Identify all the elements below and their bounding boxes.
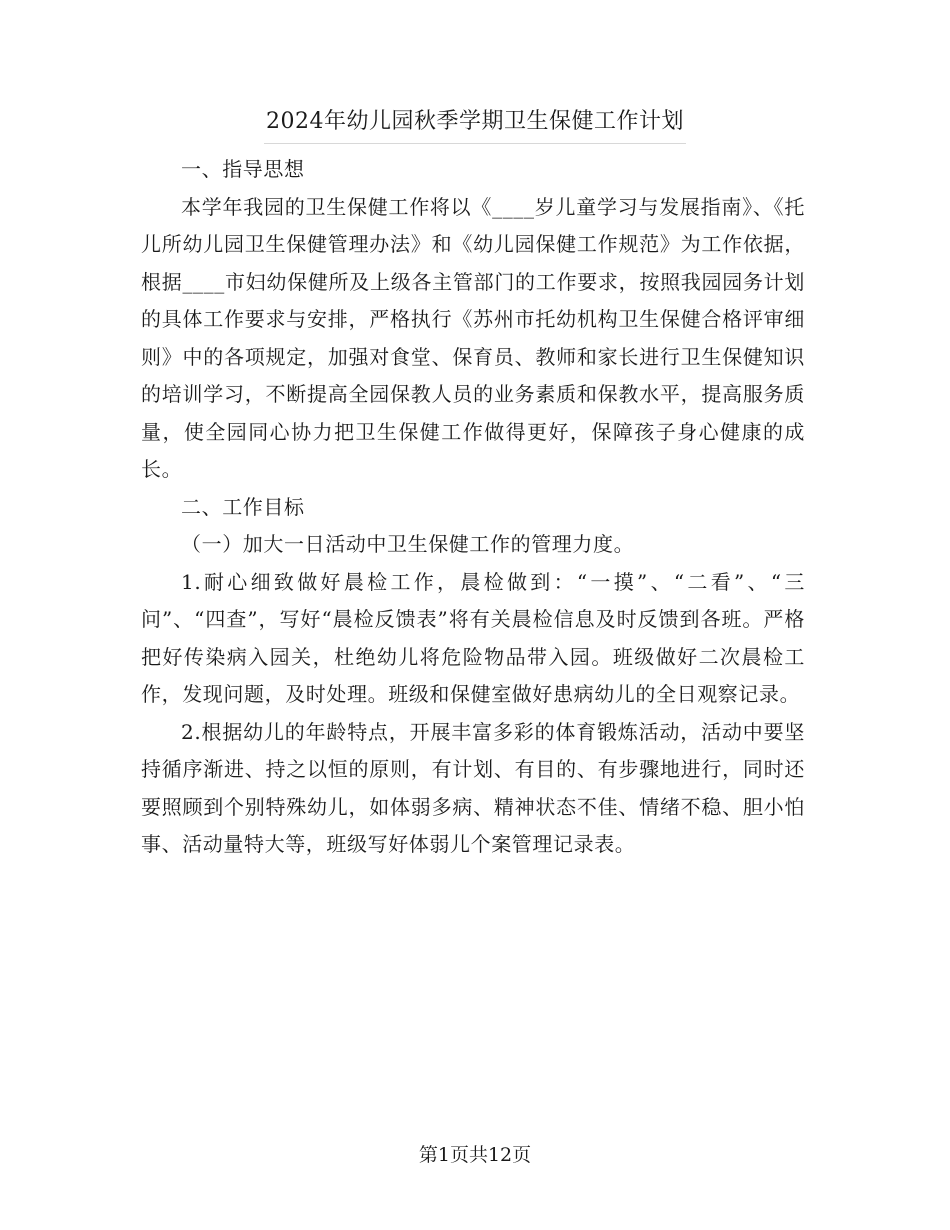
subheading-daily-activity-management: （一）加大一日活动中卫生保健工作的管理力度。 [181, 532, 635, 556]
paragraph-physical-exercise: 2.根据幼儿的年龄特点，开展丰富多彩的体育锻炼活动，活动中要坚持循序渐进、持之以恒的原则，有计划、有目的、有步骤地进行，同时还要照顾到个别特殊幼儿，如体弱多病、精神状态不佳、情绪不稳、胆小怕事、活动量特大等，班级写好体弱儿个案管理记录表。 [141, 719, 805, 856]
document-title-text: 2024年幼儿园秋季学期卫生保健工作计划 [264, 104, 686, 144]
heading-guiding-ideology: 一、指导思想 [181, 157, 305, 181]
document-title [0, 104, 950, 144]
document-body [141, 151, 805, 864]
heading-work-goals: 二、工作目标 [181, 494, 305, 519]
paragraph-guiding-ideology: 本学年我园的卫生保健工作将以《____岁儿童学习与发展指南》、《托儿所幼儿园卫生保健管理办法》和《幼儿园保健工作规范》为工作依据，根据____市妇幼保健所及上级各主管部门的工作要求，按照我园园务计划的具体工作要求与安排，严格执行《苏州市托幼机构卫生保健合格评审细则》中的各项规定，加强对食堂、保育员、教师和家长进行卫生保健知识的培训学习，不断提高全园保教人员的业务素质和保教水平，提高服务质量，使全园同心协力把卫生保健工作做得更好，保障孩子身心健康的成长。 [141, 194, 805, 481]
paragraph-morning-check: 1.耐心细致做好晨检工作，晨检做到：“一摸”、“二看”、“三问”、“四查”，写好“晨检反馈表”将有关晨检信息及时反馈到各班。严格把好传染病入园关，杜绝幼儿将危险物品带入园。班级做好二次晨检工作，发现问题，及时处理。班级和保健室做好患病幼儿的全日观察记录。 [141, 569, 805, 706]
page-number-footer: 第1页共12页 [418, 1144, 532, 1166]
